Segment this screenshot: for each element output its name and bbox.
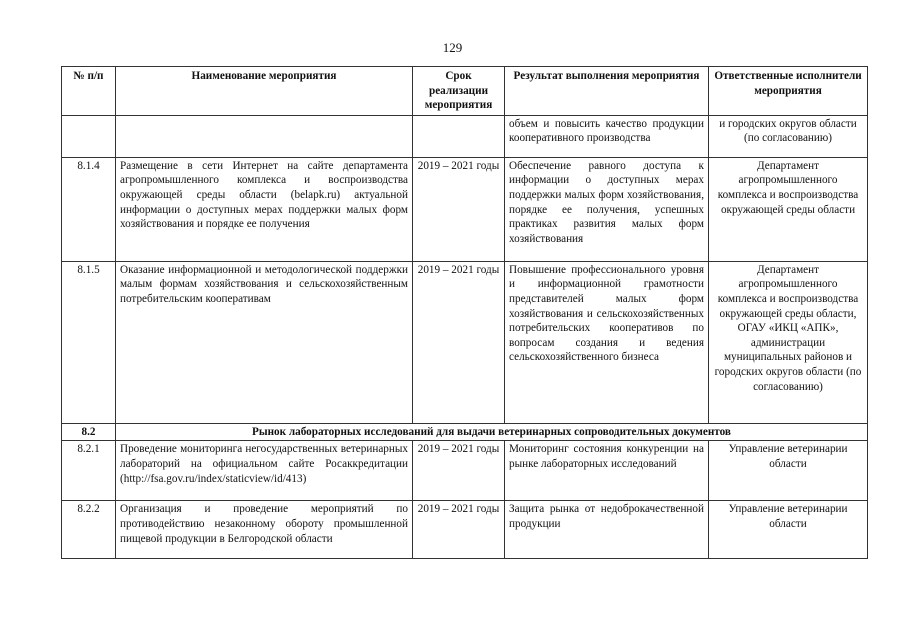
cell-term: 2019 – 2021 годы — [413, 441, 505, 501]
table-header-row — [62, 67, 868, 116]
table-row — [62, 115, 868, 157]
cell-name: Организация и проведение мероприятий по противодействию незаконному обороту промышленной пищевой продукции в Белгородской области — [116, 501, 413, 559]
section-title: Рынок лабораторных исследований для выдачи ветеринарных сопроводительных документов — [116, 423, 868, 441]
cell-responsible: Департамент агропромышленного комплекса и воспроизводства окружающей среды области, ОГАУ «ИКЦ «АПК», администрации муниципальных районов и городских округов области (по согласованию) — [709, 261, 868, 423]
cell-name — [116, 115, 413, 157]
header-result: Результат выполнения мероприятия — [505, 67, 709, 116]
header-num: № п/п — [62, 67, 116, 116]
table-row — [62, 261, 868, 423]
cell-num — [62, 115, 116, 157]
cell-num: 8.1.5 — [62, 261, 116, 423]
cell-result: Повышение профессионального уровня и информационной грамотности представителей малых форм хозяйствования и сельскохозяйственных потребительских кооперативов по вопросам создания и ведения сельскохозяйственного бизнеса — [505, 261, 709, 423]
header-term: Срок реализации мероприятия — [413, 67, 505, 116]
cell-responsible: и городских округов области (по согласованию) — [709, 115, 868, 157]
section-num: 8.2 — [62, 423, 116, 441]
cell-name: Размещение в сети Интернет на сайте департамента агропромышленного комплекса и воспроизводства окружающей среды области (belapk.ru) актуальной информации о доступных мерах поддержки малых форм хозяйствования и порядке ее получения — [116, 157, 413, 261]
cell-term — [413, 115, 505, 157]
cell-result: Защита рынка от недоброкачественной продукции — [505, 501, 709, 559]
section-row — [62, 423, 868, 441]
table-row — [62, 441, 868, 501]
header-name: Наименование мероприятия — [116, 67, 413, 116]
cell-num: 8.1.4 — [62, 157, 116, 261]
cell-responsible: Управление ветеринарии области — [709, 441, 868, 501]
cell-responsible: Управление ветеринарии области — [709, 501, 868, 559]
cell-term: 2019 – 2021 годы — [413, 157, 505, 261]
cell-name: Оказание информационной и методологической поддержки малым формам хозяйствования и сельскохозяйственным потребительским кооперативам — [116, 261, 413, 423]
cell-result: объем и повысить качество продукции кооперативного производства — [505, 115, 709, 157]
cell-result: Обеспечение равного доступа к информации о доступных мерах поддержки малых форм хозяйствования, порядке ее получения, успешных практиках развития малых форм хозяйствования — [505, 157, 709, 261]
measures-table — [61, 66, 868, 559]
page-number: 129 — [442, 40, 463, 55]
cell-name: Проведение мониторинга негосударственных ветеринарных лабораторий на официальном сайте Росаккредитации (http://fsa.gov.ru/index/staticview/id/413) — [116, 441, 413, 501]
cell-term: 2019 – 2021 годы — [413, 501, 505, 559]
cell-term: 2019 – 2021 годы — [413, 261, 505, 423]
cell-responsible: Департамент агропромышленного комплекса и воспроизводства окружающей среды области — [709, 157, 868, 261]
cell-result: Мониторинг состояния конкуренции на рынке лабораторных исследований — [505, 441, 709, 501]
table-row — [62, 157, 868, 261]
header-responsible: Ответственные исполнители мероприятия — [709, 67, 868, 116]
cell-num: 8.2.1 — [62, 441, 116, 501]
table-row — [62, 501, 868, 559]
cell-num: 8.2.2 — [62, 501, 116, 559]
